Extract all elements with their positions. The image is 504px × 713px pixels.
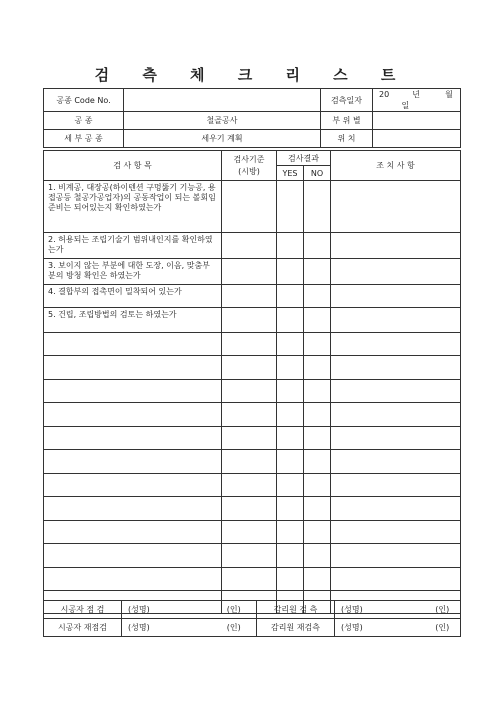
checklist-criteria-cell xyxy=(222,333,277,356)
checklist-item-text xyxy=(44,521,222,544)
checklist-yes-cell xyxy=(277,474,304,497)
checklist-item-text: 3. 보이지 않는 부분에 대한 도장, 이음, 맞춤부분의 방청 확인은 하였는가 xyxy=(44,259,222,285)
part-value xyxy=(373,112,461,130)
checklist-no-cell xyxy=(304,285,331,308)
checklist-item-text xyxy=(44,403,222,427)
checklist-action-cell xyxy=(331,285,461,308)
checklist-row xyxy=(44,285,461,308)
header-no: NO xyxy=(304,166,331,181)
info-table xyxy=(43,88,461,148)
header-criteria-sub: (시방) xyxy=(238,166,260,176)
header-criteria xyxy=(222,151,277,181)
checklist-row xyxy=(44,568,461,591)
checklist-no-cell xyxy=(304,403,331,427)
checklist-no-cell xyxy=(304,544,331,568)
checklist-row xyxy=(44,450,461,474)
date-year: 20 xyxy=(379,90,390,99)
checklist-action-cell xyxy=(331,521,461,544)
checklist-criteria-cell xyxy=(222,285,277,308)
page-title: 검 측 체 크 리 스 트 xyxy=(94,66,410,84)
checklist-no-cell xyxy=(304,259,331,285)
checklist-item-text: 5. 건립, 조립방법의 검토는 하였는가 xyxy=(44,308,222,333)
contractor-check-label: 시공자 점 검 xyxy=(44,601,122,619)
checklist-no-cell xyxy=(304,450,331,474)
checklist-item-text: 4. 결합부의 접촉면이 밀착되어 있는가 xyxy=(44,285,222,308)
date-month-unit: 월 xyxy=(445,90,453,99)
location-label: 위 치 xyxy=(321,130,373,148)
checklist-yes-cell xyxy=(277,380,304,403)
checklist-item-text xyxy=(44,497,222,521)
checklist-action-cell xyxy=(331,356,461,380)
checklist-no-cell xyxy=(304,568,331,591)
checklist-item-text: 1. 비계공, 대장공(하이텐션 구멍뚫기 기능공, 용접공등 철공가공업자)의 공동작업이 되는 볼회임 준비는 되어있는지 확인하였는가 xyxy=(44,181,222,233)
checklist-criteria-cell xyxy=(222,403,277,427)
header-item: 검 사 항 목 xyxy=(44,151,222,181)
checklist-yes-cell xyxy=(277,497,304,521)
checklist-criteria-cell xyxy=(222,308,277,333)
checklist-action-cell xyxy=(331,568,461,591)
checklist-action-cell xyxy=(331,544,461,568)
checklist-action-cell xyxy=(331,427,461,450)
checklist-row xyxy=(44,427,461,450)
contractor-recheck-label: 시공자 재점검 xyxy=(44,619,122,637)
checklist-criteria-cell xyxy=(222,474,277,497)
checklist-row xyxy=(44,474,461,497)
checklist-action-cell xyxy=(331,259,461,285)
checklist-row xyxy=(44,259,461,285)
header-action: 조 치 사 항 xyxy=(331,151,461,181)
checklist-no-cell xyxy=(304,333,331,356)
checklist-yes-cell xyxy=(277,427,304,450)
checklist-item-text: 2. 허용되는 조립기술기 범위내인지를 확인하였는가 xyxy=(44,233,222,259)
work-label: 공 종 xyxy=(44,112,124,130)
checklist-no-cell xyxy=(304,380,331,403)
checklist-yes-cell xyxy=(277,544,304,568)
checklist-criteria-cell xyxy=(222,380,277,403)
checklist-item-text xyxy=(44,380,222,403)
code-value xyxy=(124,89,321,112)
subwork-value: 세우기 계획 xyxy=(124,130,321,148)
checklist-criteria-cell xyxy=(222,450,277,474)
checklist-yes-cell xyxy=(277,521,304,544)
checklist-action-cell xyxy=(331,181,461,233)
checklist-item-text xyxy=(44,333,222,356)
checklist-yes-cell xyxy=(277,285,304,308)
checklist-no-cell xyxy=(304,474,331,497)
checklist-no-cell xyxy=(304,308,331,333)
checklist-no-cell xyxy=(304,521,331,544)
checklist-item-text xyxy=(44,474,222,497)
checklist-action-cell xyxy=(331,380,461,403)
checklist-no-cell xyxy=(304,181,331,233)
checklist-no-cell xyxy=(304,427,331,450)
date-label: 검측일자 xyxy=(321,89,373,112)
checklist-yes-cell xyxy=(277,568,304,591)
checklist-action-cell xyxy=(331,233,461,259)
checklist-item-text xyxy=(44,356,222,380)
supervisor-reinspect-label: 감리원 재검측 xyxy=(257,619,335,637)
checklist-criteria-cell xyxy=(222,544,277,568)
work-value: 철골공사 xyxy=(124,112,321,130)
supervisor-inspect-seal: (인) xyxy=(425,601,461,619)
checklist-criteria-cell xyxy=(222,356,277,380)
header-criteria-main: 검사기준 xyxy=(233,154,265,164)
checklist-criteria-cell xyxy=(222,497,277,521)
contractor-recheck-name: (성명) xyxy=(122,619,212,637)
header-yes: YES xyxy=(277,166,304,181)
checklist-action-cell xyxy=(331,403,461,427)
checklist-yes-cell xyxy=(277,233,304,259)
checklist-row xyxy=(44,521,461,544)
checklist-row xyxy=(44,233,461,259)
supervisor-reinspect-seal: (인) xyxy=(425,619,461,637)
checklist-yes-cell xyxy=(277,356,304,380)
checklist-row xyxy=(44,181,461,233)
contractor-recheck-seal: (인) xyxy=(212,619,257,637)
checklist-yes-cell xyxy=(277,333,304,356)
checklist-yes-cell xyxy=(277,308,304,333)
checklist-item-text xyxy=(44,544,222,568)
checklist-row xyxy=(44,356,461,380)
checklist-row xyxy=(44,497,461,521)
checklist-action-cell xyxy=(331,308,461,333)
checklist-item-text xyxy=(44,450,222,474)
location-value xyxy=(373,130,461,148)
supervisor-inspect-name: (성명) xyxy=(335,601,425,619)
checklist-yes-cell xyxy=(277,259,304,285)
checklist-action-cell xyxy=(331,497,461,521)
checklist-yes-cell xyxy=(277,403,304,427)
checklist-criteria-cell xyxy=(222,181,277,233)
checklist-row xyxy=(44,403,461,427)
date-year-unit: 년 xyxy=(412,90,421,99)
date-day-unit: 일 xyxy=(401,101,410,110)
checklist-criteria-cell xyxy=(222,521,277,544)
checklist-no-cell xyxy=(304,497,331,521)
checklist-row xyxy=(44,544,461,568)
signature-table xyxy=(43,600,461,637)
checklist-criteria-cell xyxy=(222,233,277,259)
date-value xyxy=(373,89,461,112)
part-label: 부 위 별 xyxy=(321,112,373,130)
checklist-criteria-cell xyxy=(222,427,277,450)
checklist-item-text xyxy=(44,568,222,591)
checklist-criteria-cell xyxy=(222,259,277,285)
supervisor-reinspect-name: (성명) xyxy=(335,619,425,637)
checklist-action-cell xyxy=(331,333,461,356)
checklist-row xyxy=(44,333,461,356)
supervisor-inspect-label: 감리원 검 측 xyxy=(257,601,335,619)
checklist-action-cell xyxy=(331,474,461,497)
checklist-criteria-cell xyxy=(222,568,277,591)
checklist-table xyxy=(43,150,461,614)
checklist-no-cell xyxy=(304,356,331,380)
checklist-item-text xyxy=(44,427,222,450)
header-result: 검사결과 xyxy=(277,151,331,166)
checklist-action-cell xyxy=(331,450,461,474)
code-label: 공종 Code No. xyxy=(44,89,124,112)
checklist-row xyxy=(44,308,461,333)
checklist-no-cell xyxy=(304,233,331,259)
checklist-row xyxy=(44,380,461,403)
contractor-check-seal: (인) xyxy=(212,601,257,619)
subwork-label: 세 부 공 종 xyxy=(44,130,124,148)
contractor-check-name: (성명) xyxy=(122,601,212,619)
checklist-yes-cell xyxy=(277,181,304,233)
checklist-yes-cell xyxy=(277,450,304,474)
